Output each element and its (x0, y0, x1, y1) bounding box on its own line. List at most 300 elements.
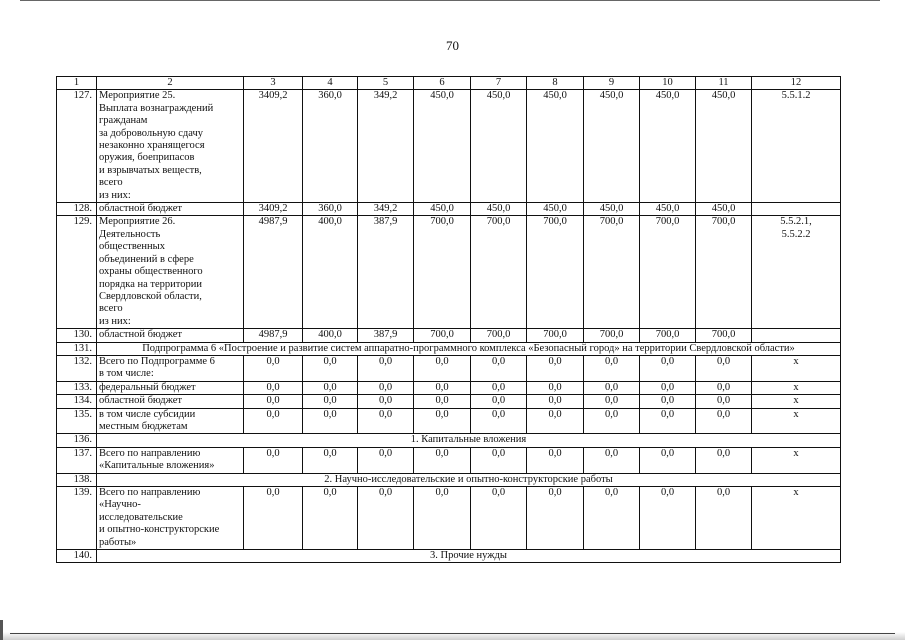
value-cell (244, 216, 303, 329)
row-number-cell (57, 203, 97, 216)
value: 0,0 (323, 447, 337, 459)
value: 0,0 (716, 447, 731, 459)
value-cell (358, 216, 414, 329)
value-cell (244, 381, 303, 394)
label-line: гражданам (99, 115, 148, 127)
row-number: 138. (73, 473, 92, 485)
value-cell (527, 381, 584, 394)
value: 450,0 (486, 203, 511, 215)
header-cell: 12 (752, 77, 841, 90)
value: 0,0 (604, 381, 619, 393)
value: 0,0 (548, 355, 562, 367)
scan-top-rule (20, 0, 880, 1)
label-line: Свердловской области, (99, 290, 202, 302)
row-number: 135. (73, 408, 92, 420)
value: 0,0 (435, 395, 449, 407)
value-cell (358, 355, 414, 381)
value-cell (527, 395, 584, 408)
value-cell (244, 487, 303, 550)
value: 0,0 (491, 447, 506, 459)
value: 0,0 (548, 381, 562, 393)
table-row (57, 447, 841, 473)
header-cell: 11 (696, 77, 752, 90)
value: 400,0 (318, 216, 342, 228)
value-cell (527, 487, 584, 550)
header-cell: 4 (303, 77, 358, 90)
value-cell (584, 329, 640, 342)
value-cell (414, 487, 471, 550)
label-cell (97, 355, 244, 381)
value: 0,0 (378, 355, 393, 367)
row-number-cell (57, 395, 97, 408)
label-line: всего (99, 303, 123, 315)
value: 0,0 (435, 355, 449, 367)
value-cell (527, 216, 584, 329)
value-cell (471, 203, 527, 216)
reference-cell (752, 203, 841, 216)
value: 0,0 (604, 447, 619, 459)
value-cell (303, 203, 358, 216)
row-number-cell (57, 381, 97, 394)
value: 0,0 (491, 381, 506, 393)
label-line: порядка на территории (99, 278, 202, 290)
value: 0,0 (378, 381, 393, 393)
value: 349,2 (373, 90, 398, 102)
value: 700,0 (543, 216, 567, 228)
table-row (57, 90, 841, 203)
value-cell (696, 447, 752, 473)
value: 0,0 (435, 381, 449, 393)
label-line: Мероприятие 25. (99, 90, 176, 102)
label-line: и взрывчатых веществ, (99, 164, 202, 176)
value-cell (303, 381, 358, 394)
value: 700,0 (599, 216, 624, 228)
table-row (57, 408, 841, 434)
row-number-cell (57, 408, 97, 434)
reference-cell (752, 447, 841, 473)
value-cell (471, 487, 527, 550)
value: 450,0 (599, 203, 624, 215)
reference-cell (752, 90, 841, 203)
value: 0,0 (266, 355, 280, 367)
label-line: незаконно хранящегося (99, 140, 205, 152)
value: 400,0 (318, 329, 342, 341)
page-number: 70 (446, 38, 459, 53)
value-cell (471, 90, 527, 203)
label-cell (97, 487, 244, 550)
value-cell (640, 381, 696, 394)
row-number: 128. (73, 203, 92, 215)
value: 450,0 (711, 203, 736, 215)
value: 0,0 (660, 355, 675, 367)
table-row (57, 487, 841, 550)
value: 0,0 (716, 381, 731, 393)
value-cell (640, 447, 696, 473)
value-cell (696, 216, 752, 329)
value-cell (414, 395, 471, 408)
value: 0,0 (604, 487, 619, 498)
value-cell (303, 216, 358, 329)
value: 349,2 (373, 203, 398, 215)
label-line: оружия, боеприпасов (99, 152, 195, 164)
value: 0,0 (491, 355, 506, 367)
label-line: из них: (99, 189, 131, 201)
section-title: 2. Научно-исследовательские и опытно-конструкторские работы (324, 473, 613, 485)
value: 0,0 (378, 487, 393, 498)
label-cell (97, 408, 244, 434)
value-cell (696, 355, 752, 381)
header-cell: 10 (640, 77, 696, 90)
header-cell: 8 (527, 77, 584, 90)
row-number: 132. (73, 355, 92, 367)
value: 0,0 (548, 487, 562, 498)
value-cell (584, 395, 640, 408)
label-cell (97, 90, 244, 203)
row-number-cell (57, 473, 97, 486)
value: 0,0 (323, 381, 337, 393)
value-cell (414, 447, 471, 473)
reference-line: x (793, 381, 799, 393)
reference-cell (752, 395, 841, 408)
value-cell (244, 447, 303, 473)
value-cell (414, 408, 471, 434)
value: 0,0 (323, 355, 337, 367)
value: 360,0 (318, 203, 342, 215)
value: 0,0 (266, 487, 280, 498)
value-cell (414, 203, 471, 216)
label-line: из них: (99, 315, 131, 327)
value-cell (696, 381, 752, 394)
value-cell (640, 203, 696, 216)
value: 0,0 (604, 395, 619, 407)
value: 0,0 (716, 408, 731, 420)
header-cell: 3 (244, 77, 303, 90)
table-row (57, 395, 841, 408)
row-number-cell (57, 329, 97, 342)
value-cell (527, 90, 584, 203)
row-number-cell (57, 447, 97, 473)
value: 0,0 (660, 395, 675, 407)
value-cell (696, 329, 752, 342)
label-line: общественных (99, 241, 165, 253)
value: 450,0 (599, 90, 624, 102)
value: 0,0 (716, 355, 731, 367)
value: 387,9 (373, 329, 398, 341)
value: 0,0 (266, 395, 280, 407)
value-cell (303, 329, 358, 342)
reference-line: 5.5.2.2 (781, 228, 811, 240)
label-cell (97, 203, 244, 216)
value: 0,0 (660, 381, 675, 393)
value: 0,0 (604, 355, 619, 367)
section-row (57, 550, 841, 563)
label-cell (97, 216, 244, 329)
table-row (57, 355, 841, 381)
value-cell (640, 487, 696, 550)
label-cell (97, 329, 244, 342)
value-cell (527, 329, 584, 342)
value-cell (584, 216, 640, 329)
value-cell (584, 487, 640, 550)
value: 0,0 (491, 408, 506, 420)
value: 0,0 (266, 408, 280, 420)
value: 4987,9 (258, 329, 288, 341)
table-row (57, 216, 841, 329)
label-cell (97, 447, 244, 473)
label-line: областной бюджет (99, 203, 182, 215)
value-cell (358, 487, 414, 550)
value-cell (640, 355, 696, 381)
row-number: 140. (73, 550, 92, 562)
row-number: 127. (73, 90, 92, 102)
value-cell (358, 395, 414, 408)
value-cell (471, 355, 527, 381)
value: 0,0 (266, 381, 280, 393)
value: 0,0 (323, 487, 337, 498)
value: 0,0 (378, 395, 393, 407)
value-cell (640, 90, 696, 203)
value: 450,0 (655, 203, 680, 215)
value-cell (414, 355, 471, 381)
value: 700,0 (655, 329, 680, 341)
value: 700,0 (711, 329, 736, 341)
value: 0,0 (548, 395, 562, 407)
scan-left-mark (0, 620, 3, 640)
value: 450,0 (430, 90, 454, 102)
value: 700,0 (711, 216, 736, 228)
value: 0,0 (660, 447, 675, 459)
value-cell (471, 447, 527, 473)
value-cell (640, 408, 696, 434)
value-cell (471, 395, 527, 408)
section-title-cell (97, 434, 841, 447)
value: 0,0 (266, 447, 280, 459)
value: 3409,2 (258, 203, 288, 215)
value: 0,0 (323, 408, 337, 420)
value-cell (414, 329, 471, 342)
reference-line: 5.5.2.1, (780, 216, 812, 228)
value-cell (584, 90, 640, 203)
section-row (57, 434, 841, 447)
header-cell: 2 (97, 77, 244, 90)
reference-cell (752, 216, 841, 329)
value: 0,0 (378, 447, 393, 459)
value: 0,0 (435, 447, 449, 459)
value-cell (244, 355, 303, 381)
value-cell (471, 329, 527, 342)
value: 3409,2 (258, 90, 288, 102)
row-number: 136. (73, 434, 92, 446)
reference-line: x (793, 395, 799, 407)
value-cell (584, 381, 640, 394)
section-title-cell (97, 342, 841, 355)
value-cell (584, 408, 640, 434)
value-cell (584, 355, 640, 381)
section-row (57, 342, 841, 355)
reference-line: x (793, 355, 799, 367)
row-number-cell (57, 90, 97, 203)
value: 0,0 (716, 487, 731, 498)
value: 450,0 (486, 90, 511, 102)
reference-cell (752, 355, 841, 381)
label-cell (97, 381, 244, 394)
value: 700,0 (486, 216, 511, 228)
value: 450,0 (711, 90, 736, 102)
label-line: за добровольную сдачу (99, 127, 204, 139)
row-number: 130. (73, 329, 92, 341)
value-cell (696, 408, 752, 434)
label-line: исследовательские (99, 511, 183, 523)
section-title-cell (97, 473, 841, 486)
row-number-cell (57, 216, 97, 329)
header-row (57, 77, 841, 90)
label-line: и опытно-конструкторские (99, 524, 220, 536)
row-number-cell (57, 355, 97, 381)
header-cell: 6 (414, 77, 471, 90)
label-line: областной бюджет (99, 329, 182, 341)
value: 0,0 (660, 408, 675, 420)
value: 0,0 (435, 408, 449, 420)
value-cell (640, 216, 696, 329)
value-cell (696, 90, 752, 203)
header-cell: 9 (584, 77, 640, 90)
value-cell (640, 329, 696, 342)
value: 700,0 (543, 329, 567, 341)
label-line: местным бюджетам (99, 420, 188, 432)
label-line: Выплата вознаграждений (99, 102, 214, 114)
value-cell (584, 203, 640, 216)
row-number-cell (57, 487, 97, 550)
value-cell (358, 203, 414, 216)
value: 700,0 (486, 329, 511, 341)
reference-line: 5.5.1.2 (781, 90, 811, 102)
table-body (57, 90, 841, 563)
label-line: всего (99, 177, 123, 189)
row-number: 131. (73, 342, 92, 354)
value-cell (244, 395, 303, 408)
label-line: охраны общественного (99, 266, 203, 278)
section-title: 3. Прочие нужды (430, 550, 507, 562)
label-line: Мероприятие 26. (99, 216, 176, 228)
label-cell (97, 395, 244, 408)
value-cell (696, 487, 752, 550)
value: 0,0 (660, 487, 675, 498)
value-cell (303, 395, 358, 408)
value-cell (244, 408, 303, 434)
value: 700,0 (430, 216, 454, 228)
value-cell (303, 408, 358, 434)
reference-cell (752, 381, 841, 394)
value: 450,0 (430, 203, 454, 215)
header-cell: 7 (471, 77, 527, 90)
value: 0,0 (604, 408, 619, 420)
row-number-cell (57, 342, 97, 355)
budget-table (56, 76, 841, 563)
value-cell (358, 408, 414, 434)
value-cell (244, 203, 303, 216)
value-cell (244, 90, 303, 203)
value: 0,0 (435, 487, 449, 498)
value-cell (244, 329, 303, 342)
reference-cell (752, 329, 841, 342)
value-cell (527, 447, 584, 473)
label-line: работы» (99, 536, 137, 548)
value: 700,0 (655, 216, 680, 228)
value-cell (358, 90, 414, 203)
section-row (57, 473, 841, 486)
row-number: 137. (73, 447, 92, 459)
value: 0,0 (548, 447, 562, 459)
value-cell (527, 203, 584, 216)
row-number: 134. (73, 395, 92, 407)
label-line: в том числе: (99, 368, 154, 380)
value-cell (696, 395, 752, 408)
value-cell (471, 216, 527, 329)
label-line: «Научно- (99, 499, 141, 511)
label-line: федеральный бюджет (99, 381, 196, 393)
value-cell (414, 216, 471, 329)
row-number-cell (57, 434, 97, 447)
header-cell: 5 (358, 77, 414, 90)
value: 0,0 (491, 487, 506, 498)
row-number-cell (57, 550, 97, 563)
value-cell (414, 90, 471, 203)
value-cell (584, 447, 640, 473)
value-cell (527, 355, 584, 381)
value: 0,0 (716, 395, 731, 407)
value: 450,0 (655, 90, 680, 102)
header-cell: 1 (57, 77, 97, 90)
value-cell (696, 203, 752, 216)
value-cell (527, 408, 584, 434)
value-cell (303, 355, 358, 381)
row-number: 139. (73, 487, 92, 498)
value-cell (358, 447, 414, 473)
reference-cell (752, 408, 841, 434)
row-number: 129. (73, 216, 92, 228)
value: 450,0 (543, 203, 567, 215)
label-line: объединений в сфере (99, 253, 194, 265)
value: 4987,9 (258, 216, 288, 228)
table-row (57, 203, 841, 216)
reference-cell (752, 487, 841, 550)
table-row (57, 381, 841, 394)
label-line: Всего по направлению (99, 487, 201, 498)
value-cell (303, 447, 358, 473)
value-cell (471, 381, 527, 394)
table-row (57, 329, 841, 342)
value: 0,0 (323, 395, 337, 407)
value: 0,0 (491, 395, 506, 407)
reference-line: x (793, 408, 799, 420)
value-cell (358, 329, 414, 342)
scan-bottom-line (10, 633, 895, 634)
section-title: 1. Капитальные вложения (410, 434, 527, 446)
label-line: Всего по направлению (99, 447, 201, 459)
value: 360,0 (318, 90, 342, 102)
label-line: «Капитальные вложения» (99, 460, 215, 472)
label-line: в том числе субсидии (99, 408, 196, 420)
reference-line: x (793, 487, 799, 498)
value-cell (471, 408, 527, 434)
row-number: 133. (73, 381, 92, 393)
value-cell (358, 381, 414, 394)
label-line: Деятельность (99, 228, 161, 240)
label-line: Всего по Подпрограмме 6 (99, 355, 215, 367)
value-cell (303, 487, 358, 550)
reference-line: x (793, 447, 799, 459)
section-title: Подпрограмма 6 «Построение и развитие систем аппаратно-программного комплекса «Безопасный город» на территории Свердловской области» (142, 342, 795, 354)
